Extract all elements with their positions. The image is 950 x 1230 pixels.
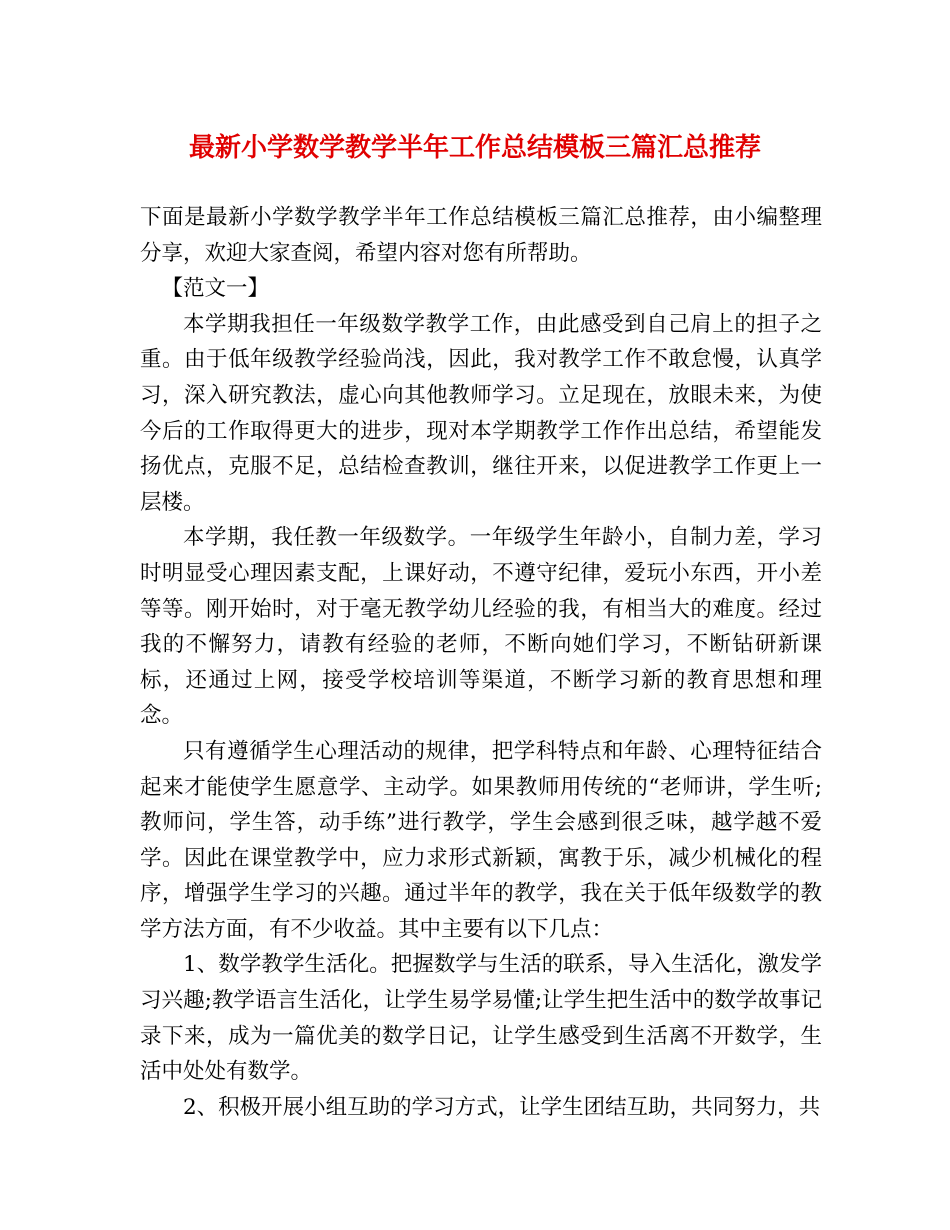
list-paragraph: 2、积极开展小组互助的学习方式，让学生团结互助，共同努力，共 (183, 1094, 821, 1120)
document-body (140, 200, 822, 1125)
section-heading: 【范文一】 (161, 276, 270, 302)
list-paragraph: 1、数学教学生活化。把握数学与生活的联系，导入生活化，激发学习兴趣;教学语言生活化，让学生易学易懂;让学生把生活中的数学故事记录下来，成为一篇优美的数学日记，让学生感受到生活离不开数学，生活中处处有数学。 (140, 952, 822, 1085)
body-paragraph: 只有遵循学生心理活动的规律，把学科特点和年龄、心理特征结合起来才能使学生愿意学、主动学。如果教师用传统的“老师讲，学生听;教师问，学生答，动手练”进行教学，学生会感到很乏味，越学越不爱学。因此在课堂教学中，应力求形式新颖，寓教于乐，减少机械化的程序，增强学生学习的兴趣。通过半年的教学，我在关于低年级数学的教学方法方面，有不少收益。其中主要有以下几点： (140, 738, 822, 942)
document-title: 最新小学数学教学半年工作总结模板三篇汇总推荐 (188, 133, 761, 163)
body-paragraph: 本学期我担任一年级数学教学工作，由此感受到自己肩上的担子之重。由于低年级教学经验尚浅，因此，我对教学工作不敢怠慢，认真学习，深入研究教法，虚心向其他教师学习。立足现在，放眼未来，为使今后的工作取得更大的进步，现对本学期教学工作作出总结，希望能发扬优点，克服不足，总结检查教训，继往开来，以促进教学工作更上一层楼。 (140, 311, 822, 515)
body-paragraph: 本学期，我任教一年级数学。一年级学生年龄小，自制力差，学习时明显受心理因素支配，上课好动，不遵守纪律，爱玩小东西，开小差等等。刚开始时，对于毫无教学幼儿经验的我，有相当大的难度。经过我的不懈努力，请教有经验的老师，不断向她们学习，不断钻研新课标，还通过上网，接受学校培训等渠道，不断学习新的教育思想和理念。 (140, 525, 822, 729)
intro-paragraph: 下面是最新小学数学教学半年工作总结模板三篇汇总推荐，由小编整理分享，欢迎大家查阅，希望内容对您有所帮助。 (140, 205, 822, 266)
